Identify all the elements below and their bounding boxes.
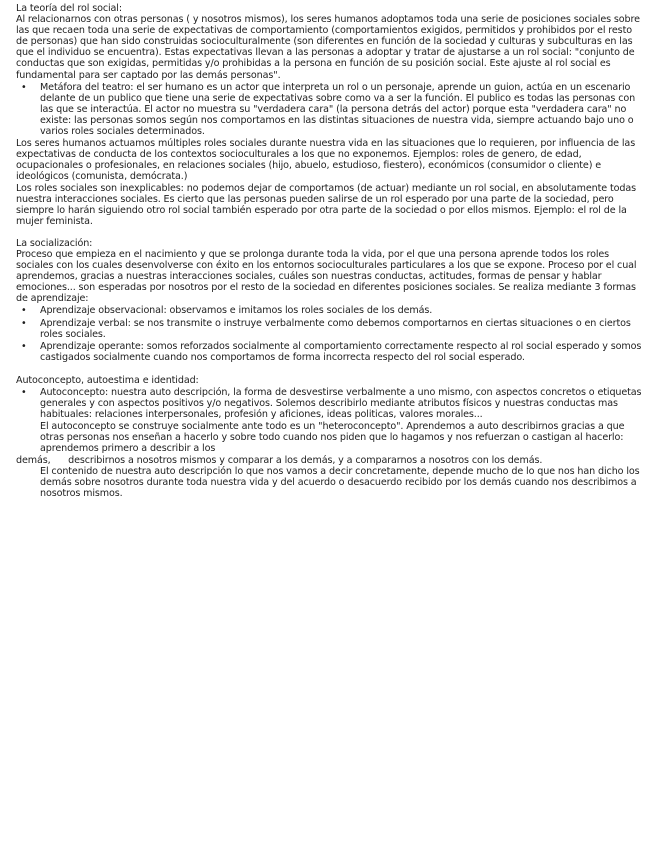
autoconcepto-paragraph-b: El contenido de nuestra auto descripción lo que nos vamos a decir concretamente, depende mucho de lo que nos han dicho los demás sobre nosotros durante toda nuestra vida y del acuerdo o desacuerdo recibido por los demás cuando nos describimos a nosotros mismos. [40,465,640,499]
rol-social-bullets [16,82,642,137]
rol-social-intro: Al relacionarnos con otras personas ( y nosotros mismos), los seres humanos adoptamos toda una serie de posiciones sociales sobre las que recaen toda una serie de expectativas de comportamiento (comportamientos exigidos, permitidos y prohibidos por el resto de personas) que han sido construidas socioculturalmente (son diferentes en función de la sociedad y culturas y subculturas en las que el individuo se encuentra). Estas expectativas llevan a las personas a adoptar y tratar de ajustarse a un rol social: "conjunto de conductas que son exigidas, permitidas y/o prohibidas a la persona en función de su posición social. Este ajuste al rol social es fundamental para ser captado por las demás personas". [16,14,640,81]
bullet-aprendizaje-operante: • Aprendizaje operante: somos reforzados socialmente al comportamiento correctamente respecto al rol social esperado y somos castigados socialmente cuando nos comportamos de forma incorrecta respecto del rol social esperado. [16,341,642,363]
bullet-aprendizaje-observacional: • Aprendizaje observacional: observamos e imitamos los roles sociales de los demás. [16,305,642,316]
autoconcepto-bullets [16,387,642,420]
socializacion-bullets [16,305,642,362]
autoconcepto-paragraph-a2: demás, describirnos a nosotros mismos y comparar a los demás, y a compararnos a nosotros con los demás. [16,454,543,466]
section-heading-autoconcepto: Autoconcepto, autoestima e identidad: [16,374,199,386]
section-heading-rol-social: La teoría del rol social: [16,3,122,14]
bullet-autoconcepto: • Autoconcepto: nuestra auto descripción, la forma de desvestirse verbalmente a uno mismo, con aspectos concretos o etiquetas generales y con aspectos positivos y/o negativos. Solemos describirlo mediante atributos físicos y nuestras conductas mas habituales: relaciones interpersonales, profesión y aficiones, ideas politicas, valores morales... [16,387,642,420]
rol-social-paragraph-2: Los seres humanos actuamos múltiples roles sociales durante nuestra vida en las situaciones que lo requieren, por influencia de las expectativas de conducta de los contextos socioculturales a los que no exponemos. Ejemplos: roles de genero, de edad, ocupacionales o profesionales, en relaciones sociales (hijo, abuelo, estudioso, fiestero), económicos (consumidor o cliente) e ideológicos (comunista, demócrata.) [16,138,636,183]
bullet-metafora-teatro: • Metáfora del teatro: el ser humano es un actor que interpreta un rol o un personaje, aprende un guion, actúa en un escenario delante de un publico que tiene una serie de expectativas sobre como va a ser la función. El publico es todas las personas con las que se interactúa. El actor no muestra su "verdadera cara" (la persona detrás del actor) porque esta "verdadera cara" no existe: las personas somos según nos comportamos en las distintas situaciones de nuestra vida, siempre actuando bajo uno o varios roles sociales determinados. [16,82,642,137]
section-heading-socializacion: La socialización: [16,237,93,249]
socializacion-intro: Proceso que empieza en el nacimiento y que se prolonga durante toda la vida, por el que una persona aprende todos los roles sociales con los cuales desenvolverse con éxito en los entornos socioculturales particulares a los que se expone. Proceso por el cual aprendemos, gracias a nuestras interacciones sociales, cuáles son nuestras conductas, actitudes, formas de pensar y hablar emociones... son esperadas por nosotros por el resto de la sociedad en diferentes posiciones sociales. Se realiza mediante 3 formas de aprendizaje: [16,248,637,305]
autoconcepto-paragraph-a1: El autoconcepto se construye socialmente ante todo es un "heteroconcepto". Aprendemos a auto describirnos gracias a que otras personas nos enseñan a hacerlo y sobre todo cuando nos piden que lo hagamos y nos refuerzan o castigan al hacerlo: aprendemos primero a describir a los [40,421,625,455]
rol-social-paragraph-3: Los roles sociales son inexplicables: no podemos dejar de comportamos (de actuar) mediante un rol social, en absolutamente todas nuestra interacciones sociales. Es cierto que las personas pueden salirse de un rol esperado por una parte de la sociedad, pero siempre lo harán siguiendo otro rol social también esperado por otra parte de la sociedad o por ellos mismos. Ejemplo: el rol de la mujer feminista. [16,182,636,227]
bullet-aprendizaje-verbal: • Aprendizaje verbal: se nos transmite o instruye verbalmente como debemos comportarnos en ciertas situaciones o en ciertos roles sociales. [16,318,642,340]
